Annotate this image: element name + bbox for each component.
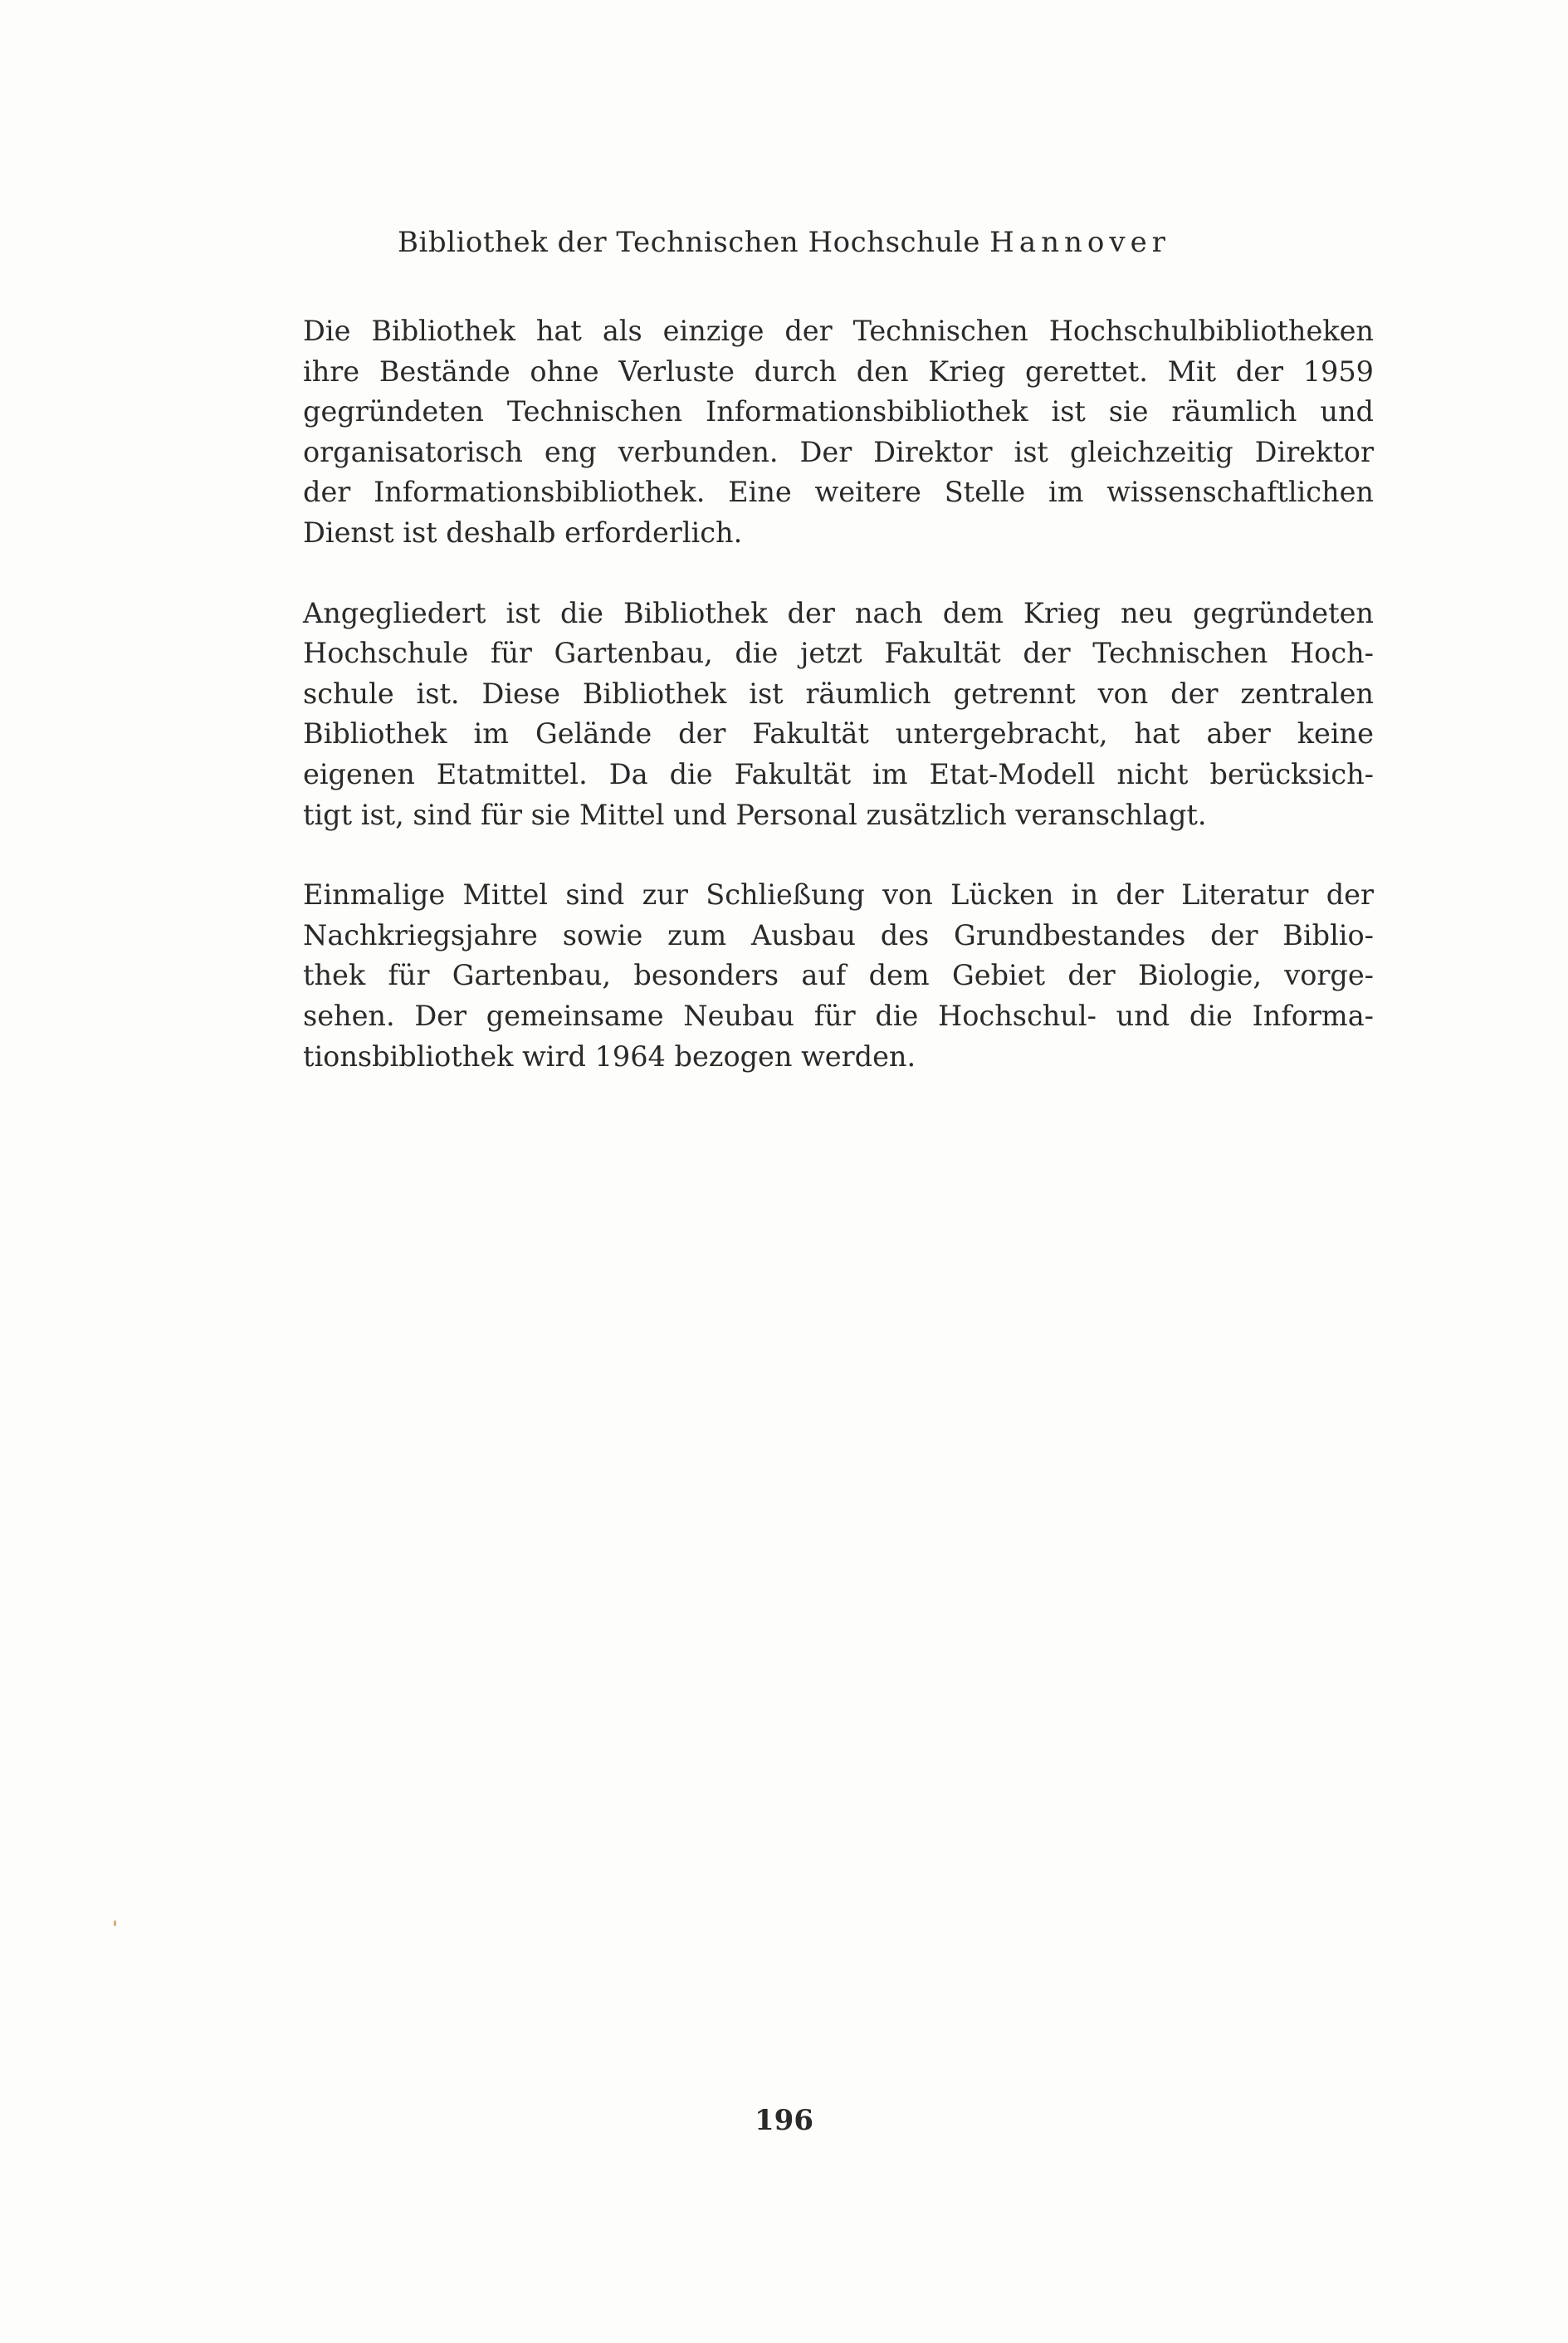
paragraph-3 — [303, 875, 1374, 1077]
text-line: der Informationsbibliothek. Eine weitere Stelle im wissenschaftlichen — [303, 476, 1374, 509]
paper-speck — [114, 1920, 116, 1926]
text-line: Dienst ist deshalb erforderlich. — [303, 516, 743, 549]
text-line: organisatorisch eng verbunden. Der Direktor ist gleichzeitig Direktor — [303, 435, 1374, 468]
paragraph-1 — [303, 311, 1374, 554]
text-line: Hochschule für Gartenbau, die jetzt Fakultät der Technischen Hoch- — [303, 637, 1374, 670]
text-line: sehen. Der gemeinsame Neubau für die Hochschul- und die Informa- — [303, 999, 1374, 1032]
text-line: Einmalige Mittel sind zur Schließung von Lücken in der Literatur der — [303, 878, 1374, 912]
text-line: tionsbibliothek wird 1964 bezogen werden. — [303, 1039, 916, 1073]
text-line: Angegliedert ist die Bibliothek der nach dem Krieg neu gegründeten — [303, 596, 1374, 629]
text-line: thek für Gartenbau, besonders auf dem Gebiet der Biologie, vorge- — [303, 959, 1374, 992]
heading-city: Hannover — [989, 226, 1170, 259]
body-text — [303, 311, 1374, 1117]
text-line: Nachkriegsjahre sowie zum Ausbau des Grundbestandes der Biblio- — [303, 918, 1374, 951]
text-line: ihre Bestände ohne Verluste durch den Krieg gerettet. Mit der 1959 — [303, 355, 1374, 388]
text-line: schule ist. Diese Bibliothek ist räumlich getrennt von der zentralen — [303, 677, 1374, 710]
page-heading — [0, 223, 1568, 262]
heading-prefix: Bibliothek der Technischen Hochschule — [398, 226, 990, 259]
text-line: eigenen Etatmittel. Da die Fakultät im Etat-Modell nicht berücksich- — [303, 757, 1374, 790]
text-line: gegründeten Technischen Informationsbibliothek ist sie räumlich und — [303, 395, 1374, 428]
paragraph-2 — [303, 594, 1374, 836]
text-line: Bibliothek im Gelände der Fakultät untergebracht, hat aber keine — [303, 717, 1374, 751]
text-line: Die Bibliothek hat als einzige der Technischen Hochschulbibliotheken — [303, 315, 1374, 347]
page-number: 196 — [755, 2104, 813, 2137]
text-line: tigt ist, sind für sie Mittel und Personal zusätzlich veranschlagt. — [303, 798, 1207, 831]
